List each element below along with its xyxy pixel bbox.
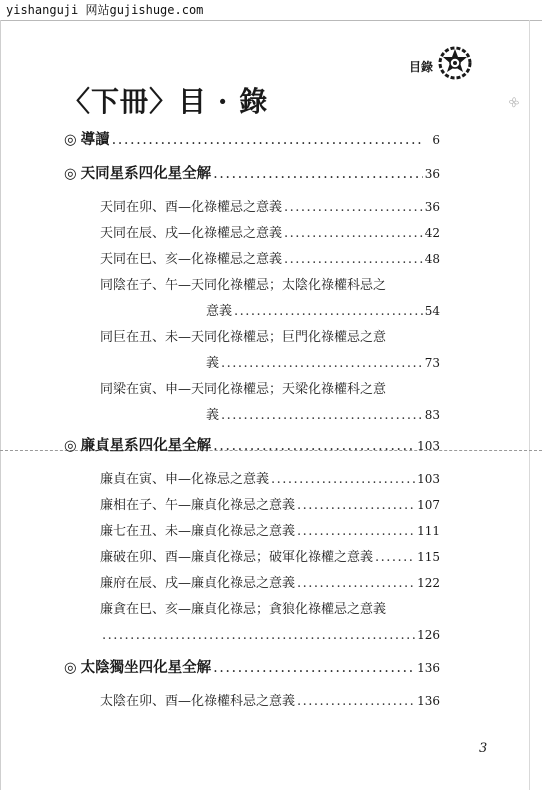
entry-page: 107 (417, 498, 440, 512)
entry-title: 天同在辰、戌—化祿權忌之意義 (100, 226, 283, 241)
section-title: 太陰獨坐四化星全解 (80, 659, 212, 676)
toc-entry-continuation[interactable] (100, 628, 440, 650)
right-rule (529, 20, 530, 790)
bullet-icon: ◎ (64, 659, 77, 676)
toc-entry[interactable] (100, 690, 440, 712)
entry-title: 天同在卯、酉—化祿權忌之意義 (100, 200, 283, 215)
entry-title: 太陰在卯、酉—化祿權科忌之意義 (100, 694, 296, 709)
leader-dots (284, 200, 423, 215)
leader-dots (297, 576, 415, 591)
toc-section[interactable] (64, 162, 440, 184)
leader-dots (284, 252, 423, 267)
leader-dots (271, 472, 415, 487)
leader-dots (102, 628, 415, 643)
toc-entry[interactable] (100, 546, 440, 568)
entry-page: 103 (417, 472, 440, 486)
page-title: 〈下冊〉目 · 錄 (62, 85, 269, 118)
entry-page: 42 (424, 226, 440, 240)
entry-title: 廉相在子、午—廉貞化祿忌之意義 (100, 498, 296, 513)
entry-page: 73 (424, 356, 440, 370)
page-number: 3 (479, 741, 488, 756)
entry-page: 54 (424, 304, 440, 318)
entry-title: 廉貪在巳、亥—廉貞化祿忌；貪狼化祿權忌之意義 (100, 602, 387, 617)
entry-title: 同梁在寅、申—天同化祿權忌；天梁化祿權科之意 (100, 382, 387, 397)
entry-page: 122 (417, 576, 440, 590)
leader-dots (297, 524, 415, 539)
entry-title: 義 (206, 408, 220, 423)
toc-section[interactable] (64, 656, 440, 678)
section-page: 103 (417, 439, 440, 453)
toc-entry-continuation[interactable] (100, 300, 440, 322)
toc-entry[interactable] (100, 572, 440, 594)
entry-page: 48 (424, 252, 440, 266)
toc-entry[interactable] (100, 378, 440, 400)
entry-page: 115 (417, 550, 440, 564)
toc-entry[interactable] (100, 196, 440, 218)
entry-title: 天同在巳、亥—化祿權忌之意義 (100, 252, 283, 267)
entry-title: 廉府在辰、戌—廉貞化祿忌之意義 (100, 576, 296, 591)
toc-entry[interactable] (100, 326, 440, 348)
toc-section[interactable] (64, 434, 440, 456)
entry-page: 126 (417, 628, 440, 642)
leader-dots (375, 550, 415, 565)
leader-dots (213, 166, 423, 182)
toc-section[interactable] (64, 128, 440, 150)
bullet-icon: ◎ (64, 165, 77, 182)
left-rule (0, 20, 1, 790)
toc-entry[interactable] (100, 520, 440, 542)
leader-dots (284, 226, 423, 241)
entry-page: 136 (417, 694, 440, 708)
section-title: 天同星系四化星全解 (80, 165, 212, 182)
leader-dots (221, 356, 423, 371)
entry-page: 83 (424, 408, 440, 422)
section-page: 36 (424, 167, 440, 181)
toc-entry[interactable] (100, 248, 440, 270)
section-title: 導讀 (80, 131, 110, 148)
leader-dots (112, 132, 424, 148)
leader-dots (297, 498, 415, 513)
toc-entry[interactable] (100, 494, 440, 516)
toc-entry[interactable] (100, 274, 440, 296)
toc-entry[interactable] (100, 598, 440, 620)
entry-title: 同巨在丑、未—天同化祿權忌；巨門化祿權忌之意 (100, 330, 387, 345)
smudge-mark: ꕤ (506, 94, 522, 111)
header-label: 目錄 (409, 60, 434, 74)
toc-entry-continuation[interactable] (100, 352, 440, 374)
entry-page: 36 (424, 200, 440, 214)
watermark-text: yishanguji 网站gujishuge.com (6, 3, 204, 17)
entry-title: 廉破在卯、酉—廉貞化祿忌；破軍化祿權之意義 (100, 550, 374, 565)
entry-title: 廉七在丑、未—廉貞化祿忌之意義 (100, 524, 296, 539)
toc-entry[interactable] (100, 222, 440, 244)
toc-entry-continuation[interactable] (100, 404, 440, 426)
leader-dots (221, 408, 423, 423)
leader-dots (213, 660, 415, 676)
entry-title: 義 (206, 356, 220, 371)
top-rule (0, 20, 542, 21)
section-page: 6 (432, 133, 440, 147)
leader-dots (213, 438, 415, 454)
bullet-icon: ◎ (64, 437, 77, 454)
bullet-icon: ◎ (64, 131, 77, 148)
section-page: 136 (417, 661, 440, 675)
toc-entry[interactable] (100, 468, 440, 490)
entry-title: 意義 (206, 304, 233, 319)
entry-page: 111 (417, 524, 440, 538)
entry-title: 廉貞在寅、申—化祿忌之意義 (100, 472, 270, 487)
leader-dots (297, 694, 415, 709)
entry-title: 同陰在子、午—天同化祿權忌；太陰化祿權科忌之 (100, 278, 387, 293)
leader-dots (234, 304, 423, 319)
ornament-emblem-icon (437, 45, 473, 81)
section-title: 廉貞星系四化星全解 (80, 437, 212, 454)
